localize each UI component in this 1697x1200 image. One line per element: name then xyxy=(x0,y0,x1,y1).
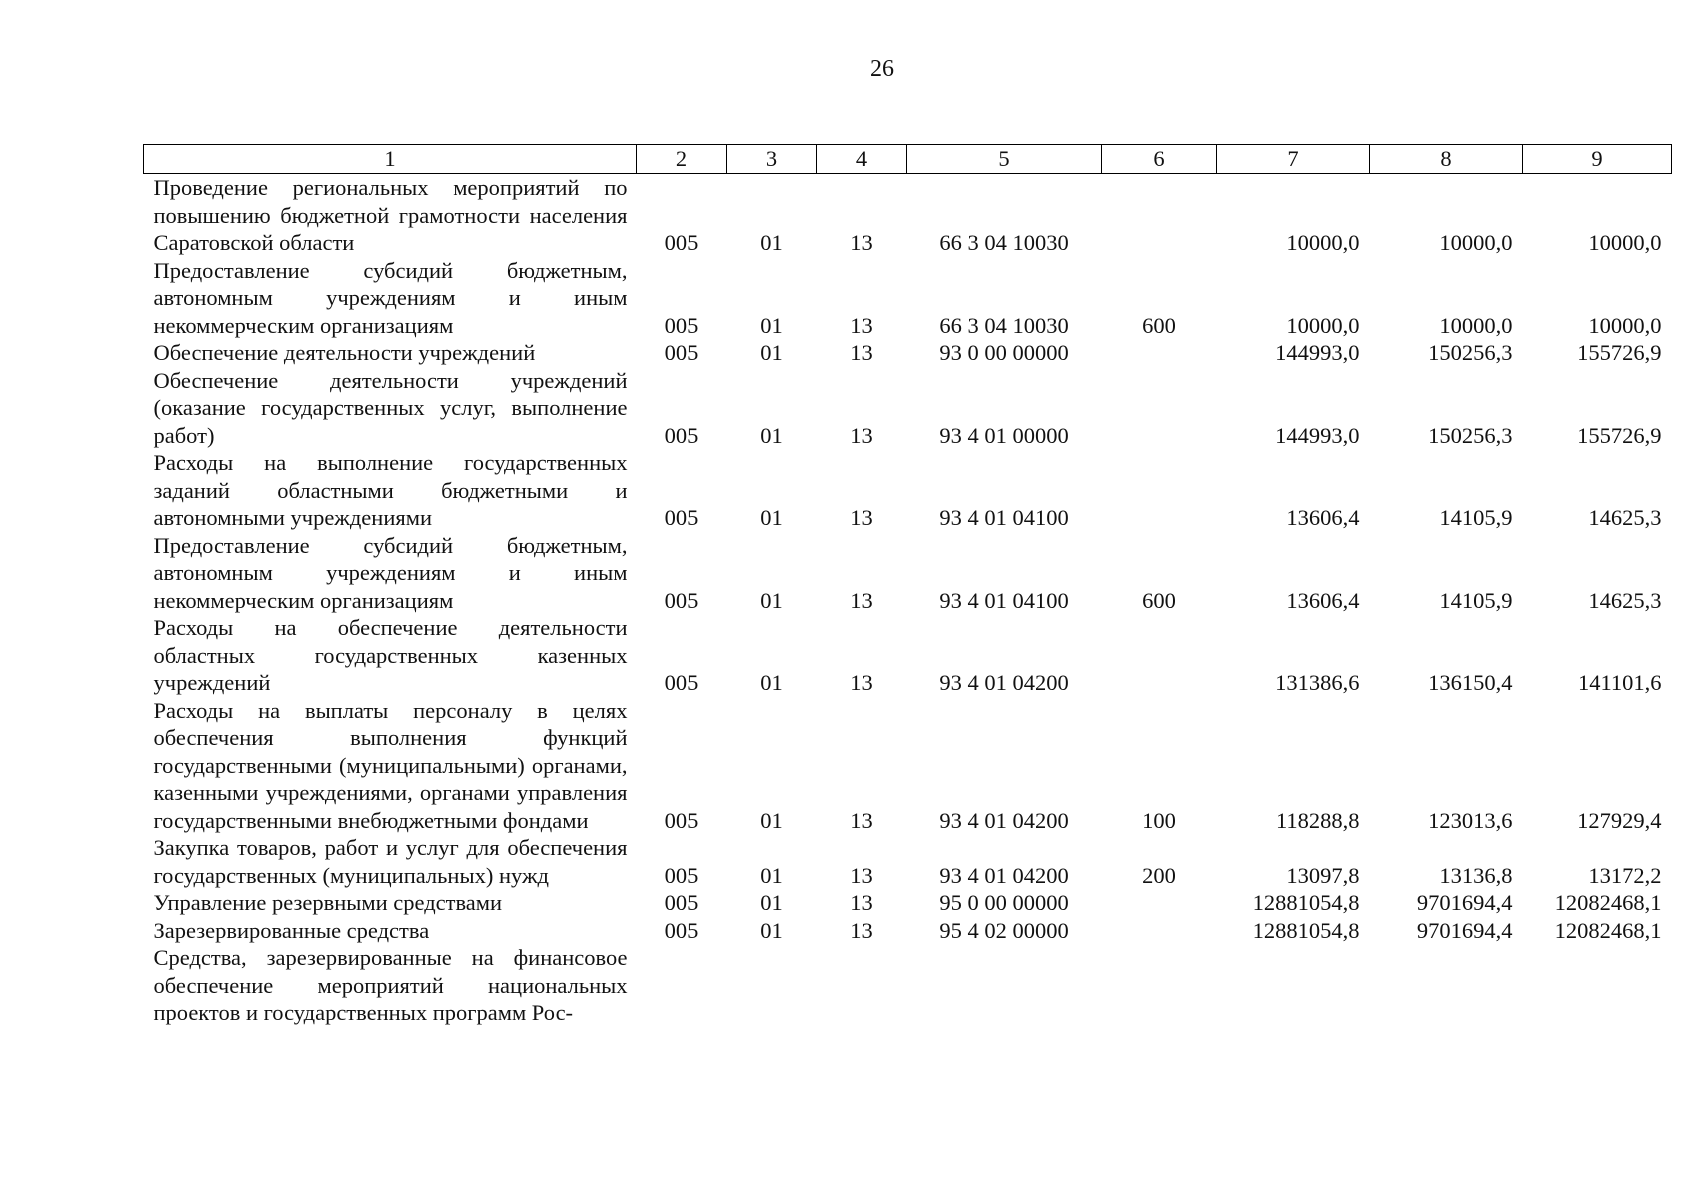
col-header-5: 5 xyxy=(907,145,1102,174)
section-code: 01 xyxy=(760,505,783,530)
section-code xyxy=(727,944,817,1027)
table-row xyxy=(144,257,1672,340)
row-name: Расходы на выполнение государственных заданий областными бюджетными и автономными учреждениями xyxy=(153,450,628,530)
row-name: Зарезервированные средства xyxy=(153,917,430,943)
subsection-code: 13 xyxy=(850,807,873,833)
col-header-4: 4 xyxy=(817,145,907,174)
amount-year-2: 10000,0 xyxy=(1439,230,1513,255)
subsection-code: 13 xyxy=(850,890,873,915)
amount-year-1: 10000,0 xyxy=(1286,230,1360,255)
amount-year-2: 13136,8 xyxy=(1439,862,1513,888)
amount-year-3: 10000,0 xyxy=(1588,230,1662,255)
table-row xyxy=(144,889,1672,917)
amount-year-2: 150256,3 xyxy=(1428,340,1513,365)
ministry-code: 005 xyxy=(664,917,699,943)
ministry-code: 005 xyxy=(664,340,699,365)
amount-year-3: 13172,2 xyxy=(1588,862,1662,888)
target-article-code xyxy=(907,944,1102,1027)
expense-type-code xyxy=(1102,174,1217,257)
amount-year-3: 127929,4 xyxy=(1577,807,1662,833)
target-article-code: 93 4 01 04100 xyxy=(939,587,1069,613)
row-name: Закупка товаров, работ и услуг для обеспечения государственных (муниципальных) нужд xyxy=(153,835,628,888)
amount-year-3: 12082468,1 xyxy=(1554,890,1662,915)
col-header-9: 9 xyxy=(1523,145,1672,174)
amount-year-2: 9701694,4 xyxy=(1416,917,1513,943)
row-name: Расходы на обеспечение деятельности областных государственных казенных учреждений xyxy=(153,615,628,695)
ministry-code: 005 xyxy=(664,807,699,833)
amount-year-1: 144993,0 xyxy=(1275,340,1360,365)
target-article-code: 93 4 01 04200 xyxy=(939,807,1069,833)
table-row xyxy=(144,339,1672,367)
target-article-code: 93 4 01 04100 xyxy=(939,505,1069,530)
section-code: 01 xyxy=(760,230,783,255)
row-name: Обеспечение деятельности учреждений (оказание государственных услуг, выполнение работ) xyxy=(153,367,628,448)
amount-year-3: 155726,9 xyxy=(1577,422,1662,448)
section-code: 01 xyxy=(760,917,783,943)
amount-year-3: 12082468,1 xyxy=(1554,917,1662,943)
subsection-code xyxy=(817,944,907,1027)
ministry-code: 005 xyxy=(664,312,699,338)
ministry-code: 005 xyxy=(664,862,699,888)
row-name: Предоставление субсидий бюджетным, автономным учреждениям и иным некоммерческим организациям xyxy=(153,257,628,338)
expense-type-code: 600 xyxy=(1142,312,1176,338)
row-name: Предоставление субсидий бюджетным, автономным учреждениям и иным некоммерческим организациям xyxy=(153,532,628,613)
amount-year-1: 144993,0 xyxy=(1275,422,1360,448)
page-number: 26 xyxy=(870,56,894,82)
table-row xyxy=(144,614,1672,697)
amount-year-3: 10000,0 xyxy=(1588,312,1662,338)
ministry-code: 005 xyxy=(664,422,699,448)
table-row xyxy=(144,367,1672,450)
subsection-code: 13 xyxy=(850,422,873,448)
row-name: Проведение региональных мероприятий по повышению бюджетной грамотности населения Саратовской области xyxy=(153,175,628,255)
amount-year-2: 14105,9 xyxy=(1439,587,1513,613)
target-article-code: 66 3 04 10030 xyxy=(939,312,1069,338)
amount-year-3: 14625,3 xyxy=(1588,587,1662,613)
row-name: Управление резервными средствами xyxy=(153,890,503,915)
amount-year-1: 13606,4 xyxy=(1286,505,1360,530)
col-header-3: 3 xyxy=(727,145,817,174)
amount-year-1: 13097,8 xyxy=(1286,862,1360,888)
amount-year-1: 118288,8 xyxy=(1275,807,1360,833)
subsection-code: 13 xyxy=(850,505,873,530)
amount-year-2: 9701694,4 xyxy=(1416,890,1513,915)
section-code: 01 xyxy=(760,670,783,695)
ministry-code: 005 xyxy=(664,587,699,613)
subsection-code: 13 xyxy=(850,312,873,338)
subsection-code: 13 xyxy=(850,862,873,888)
col-header-2: 2 xyxy=(637,145,727,174)
expense-type-code xyxy=(1102,917,1217,945)
header-row xyxy=(144,145,1672,174)
target-article-code: 93 0 00 00000 xyxy=(939,340,1069,365)
col-header-8: 8 xyxy=(1370,145,1523,174)
amount-year-2: 14105,9 xyxy=(1439,505,1513,530)
amount-year-3: 141101,6 xyxy=(1577,670,1662,695)
section-code: 01 xyxy=(760,587,783,613)
subsection-code: 13 xyxy=(850,587,873,613)
amount-year-2: 10000,0 xyxy=(1439,312,1513,338)
row-name: Средства, зарезервированные на финансовое обеспечение мероприятий национальных проектов и государственных программ Рос- xyxy=(153,945,628,1025)
section-code: 01 xyxy=(760,312,783,338)
amount-year-2: 150256,3 xyxy=(1428,422,1513,448)
expense-type-code: 100 xyxy=(1142,807,1176,833)
subsection-code: 13 xyxy=(850,917,873,943)
amount-year-1: 12881054,8 xyxy=(1252,890,1360,915)
target-article-code: 93 4 01 04200 xyxy=(939,670,1069,695)
table-row xyxy=(144,174,1672,257)
ministry-code: 005 xyxy=(664,230,699,255)
target-article-code: 66 3 04 10030 xyxy=(939,230,1069,255)
amount-year-2: 123013,6 xyxy=(1428,807,1513,833)
expense-type-code xyxy=(1102,889,1217,917)
expense-type-code xyxy=(1102,944,1217,1027)
subsection-code: 13 xyxy=(850,670,873,695)
row-name: Расходы на выплаты персоналу в целях обеспечения выполнения функций государственными (муниципальными) органами, казенными учреждениями, органами управления государственными внебюджетными фондами xyxy=(153,697,628,833)
amount-year-2 xyxy=(1370,944,1523,1027)
table-row xyxy=(144,532,1672,615)
table-row xyxy=(144,834,1672,889)
expense-type-code xyxy=(1102,339,1217,367)
section-code: 01 xyxy=(760,890,783,915)
ministry-code xyxy=(637,944,727,1027)
expense-type-code xyxy=(1102,449,1217,532)
amount-year-1: 10000,0 xyxy=(1286,312,1360,338)
amount-year-1 xyxy=(1217,944,1370,1027)
col-header-7: 7 xyxy=(1217,145,1370,174)
subsection-code: 13 xyxy=(850,230,873,255)
ministry-code: 005 xyxy=(664,505,699,530)
amount-year-1: 131386,6 xyxy=(1275,670,1360,695)
amount-year-1: 12881054,8 xyxy=(1252,917,1360,943)
amount-year-3: 155726,9 xyxy=(1577,340,1662,365)
table-row xyxy=(144,917,1672,945)
col-header-6: 6 xyxy=(1102,145,1217,174)
expense-type-code: 600 xyxy=(1142,587,1176,613)
table-row xyxy=(144,944,1672,1027)
expense-type-code xyxy=(1102,614,1217,697)
target-article-code: 93 4 01 04200 xyxy=(939,862,1069,888)
amount-year-3: 14625,3 xyxy=(1588,505,1662,530)
amount-year-2: 136150,4 xyxy=(1428,670,1513,695)
ministry-code: 005 xyxy=(664,670,699,695)
row-name: Обеспечение деятельности учреждений xyxy=(153,340,536,365)
target-article-code: 95 0 00 00000 xyxy=(939,890,1069,915)
amount-year-3 xyxy=(1523,944,1672,1027)
target-article-code: 93 4 01 00000 xyxy=(939,422,1069,448)
section-code: 01 xyxy=(760,807,783,833)
expense-type-code xyxy=(1102,367,1217,450)
amount-year-1: 13606,4 xyxy=(1286,587,1360,613)
target-article-code: 95 4 02 00000 xyxy=(939,917,1069,943)
ministry-code: 005 xyxy=(664,890,699,915)
expense-type-code: 200 xyxy=(1142,862,1176,888)
budget-table xyxy=(143,144,1672,1027)
col-header-1: 1 xyxy=(144,145,637,174)
section-code: 01 xyxy=(760,862,783,888)
subsection-code: 13 xyxy=(850,340,873,365)
table-row xyxy=(144,449,1672,532)
section-code: 01 xyxy=(760,340,783,365)
section-code: 01 xyxy=(760,422,783,448)
table-row xyxy=(144,697,1672,835)
